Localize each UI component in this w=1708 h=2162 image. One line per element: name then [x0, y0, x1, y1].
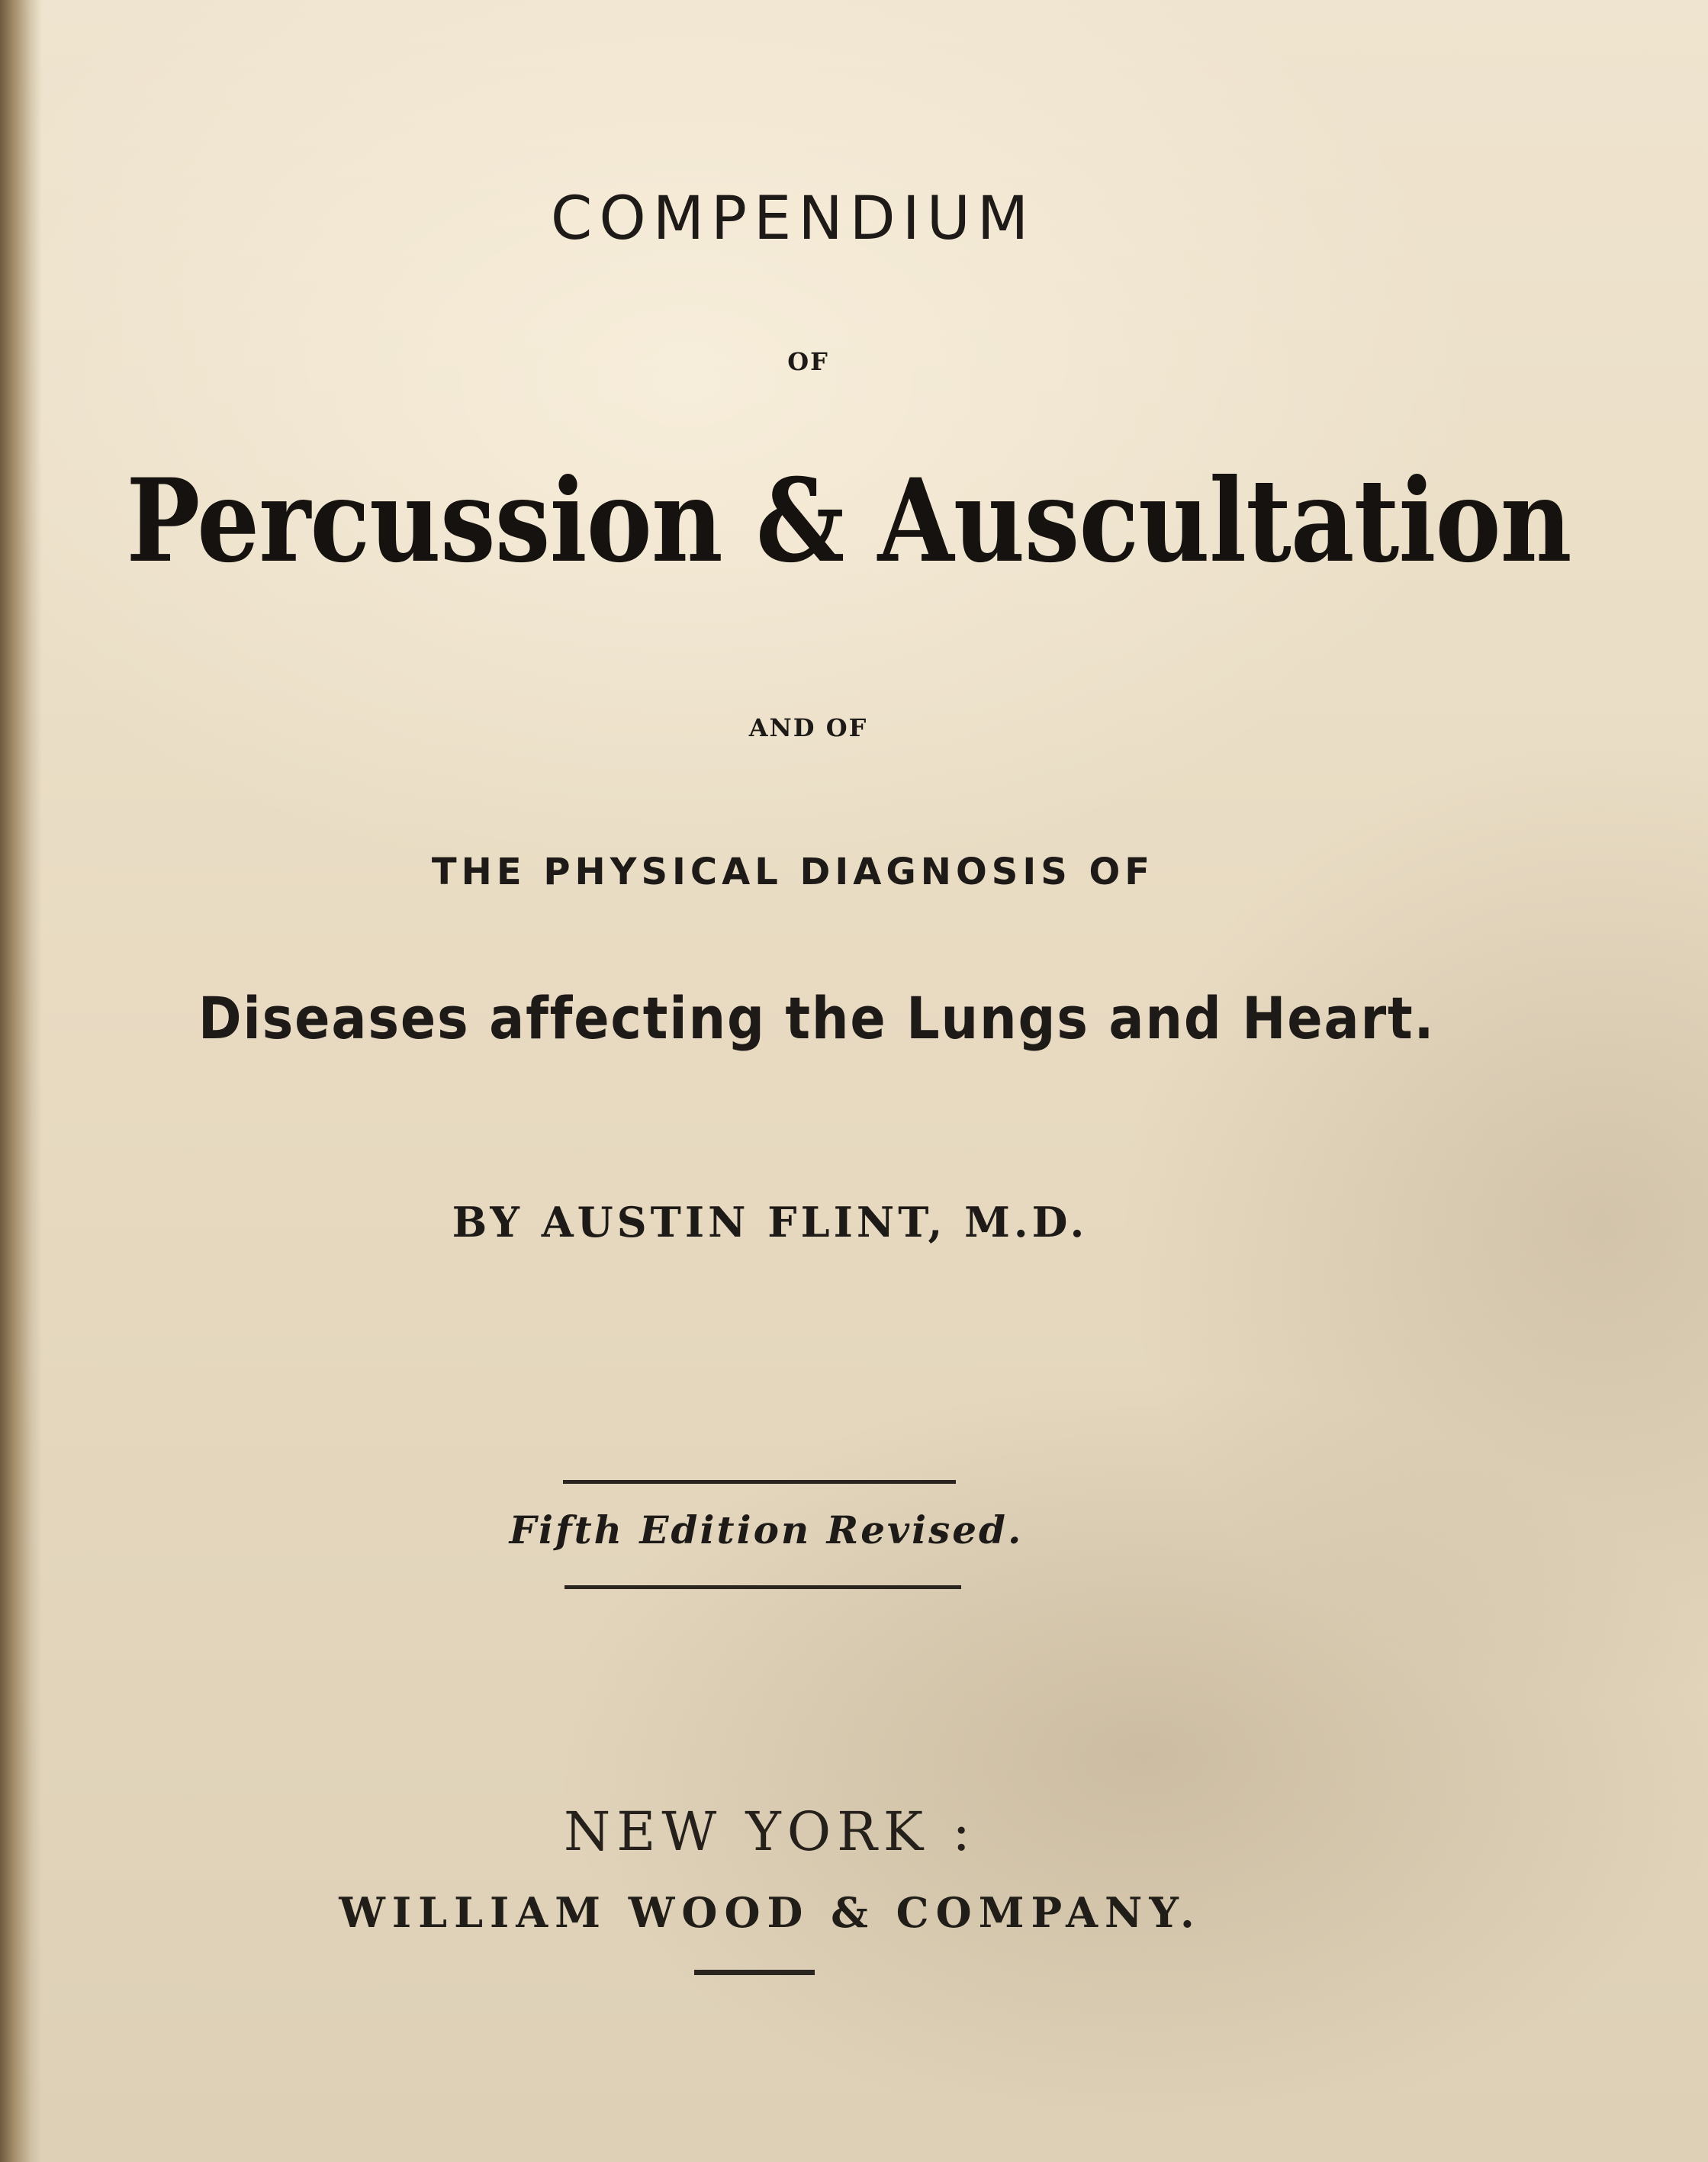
title-of: OF	[787, 347, 829, 376]
edition-rule-bottom	[565, 1585, 961, 1589]
subtitle-physical-diagnosis: THE PHYSICAL DIAGNOSIS OF	[431, 851, 1155, 893]
author-line: BY AUSTIN FLINT, M.D.	[452, 1198, 1089, 1247]
title-compendium: COMPENDIUM	[550, 185, 1036, 253]
imprint-city: NEW YORK :	[564, 1800, 976, 1863]
imprint-publisher: WILLIAM WOOD & COMPANY.	[339, 1888, 1201, 1937]
edition-rule-top	[563, 1480, 956, 1484]
main-title: Percussion & Auscultation	[126, 454, 1571, 588]
edition-line: Fifth Edition Revised.	[509, 1507, 1024, 1552]
imprint-rule	[694, 1970, 815, 1975]
title-and-of: AND OF	[748, 713, 868, 742]
subtitle-diseases: Diseases affecting the Lungs and Heart.	[198, 984, 1436, 1052]
